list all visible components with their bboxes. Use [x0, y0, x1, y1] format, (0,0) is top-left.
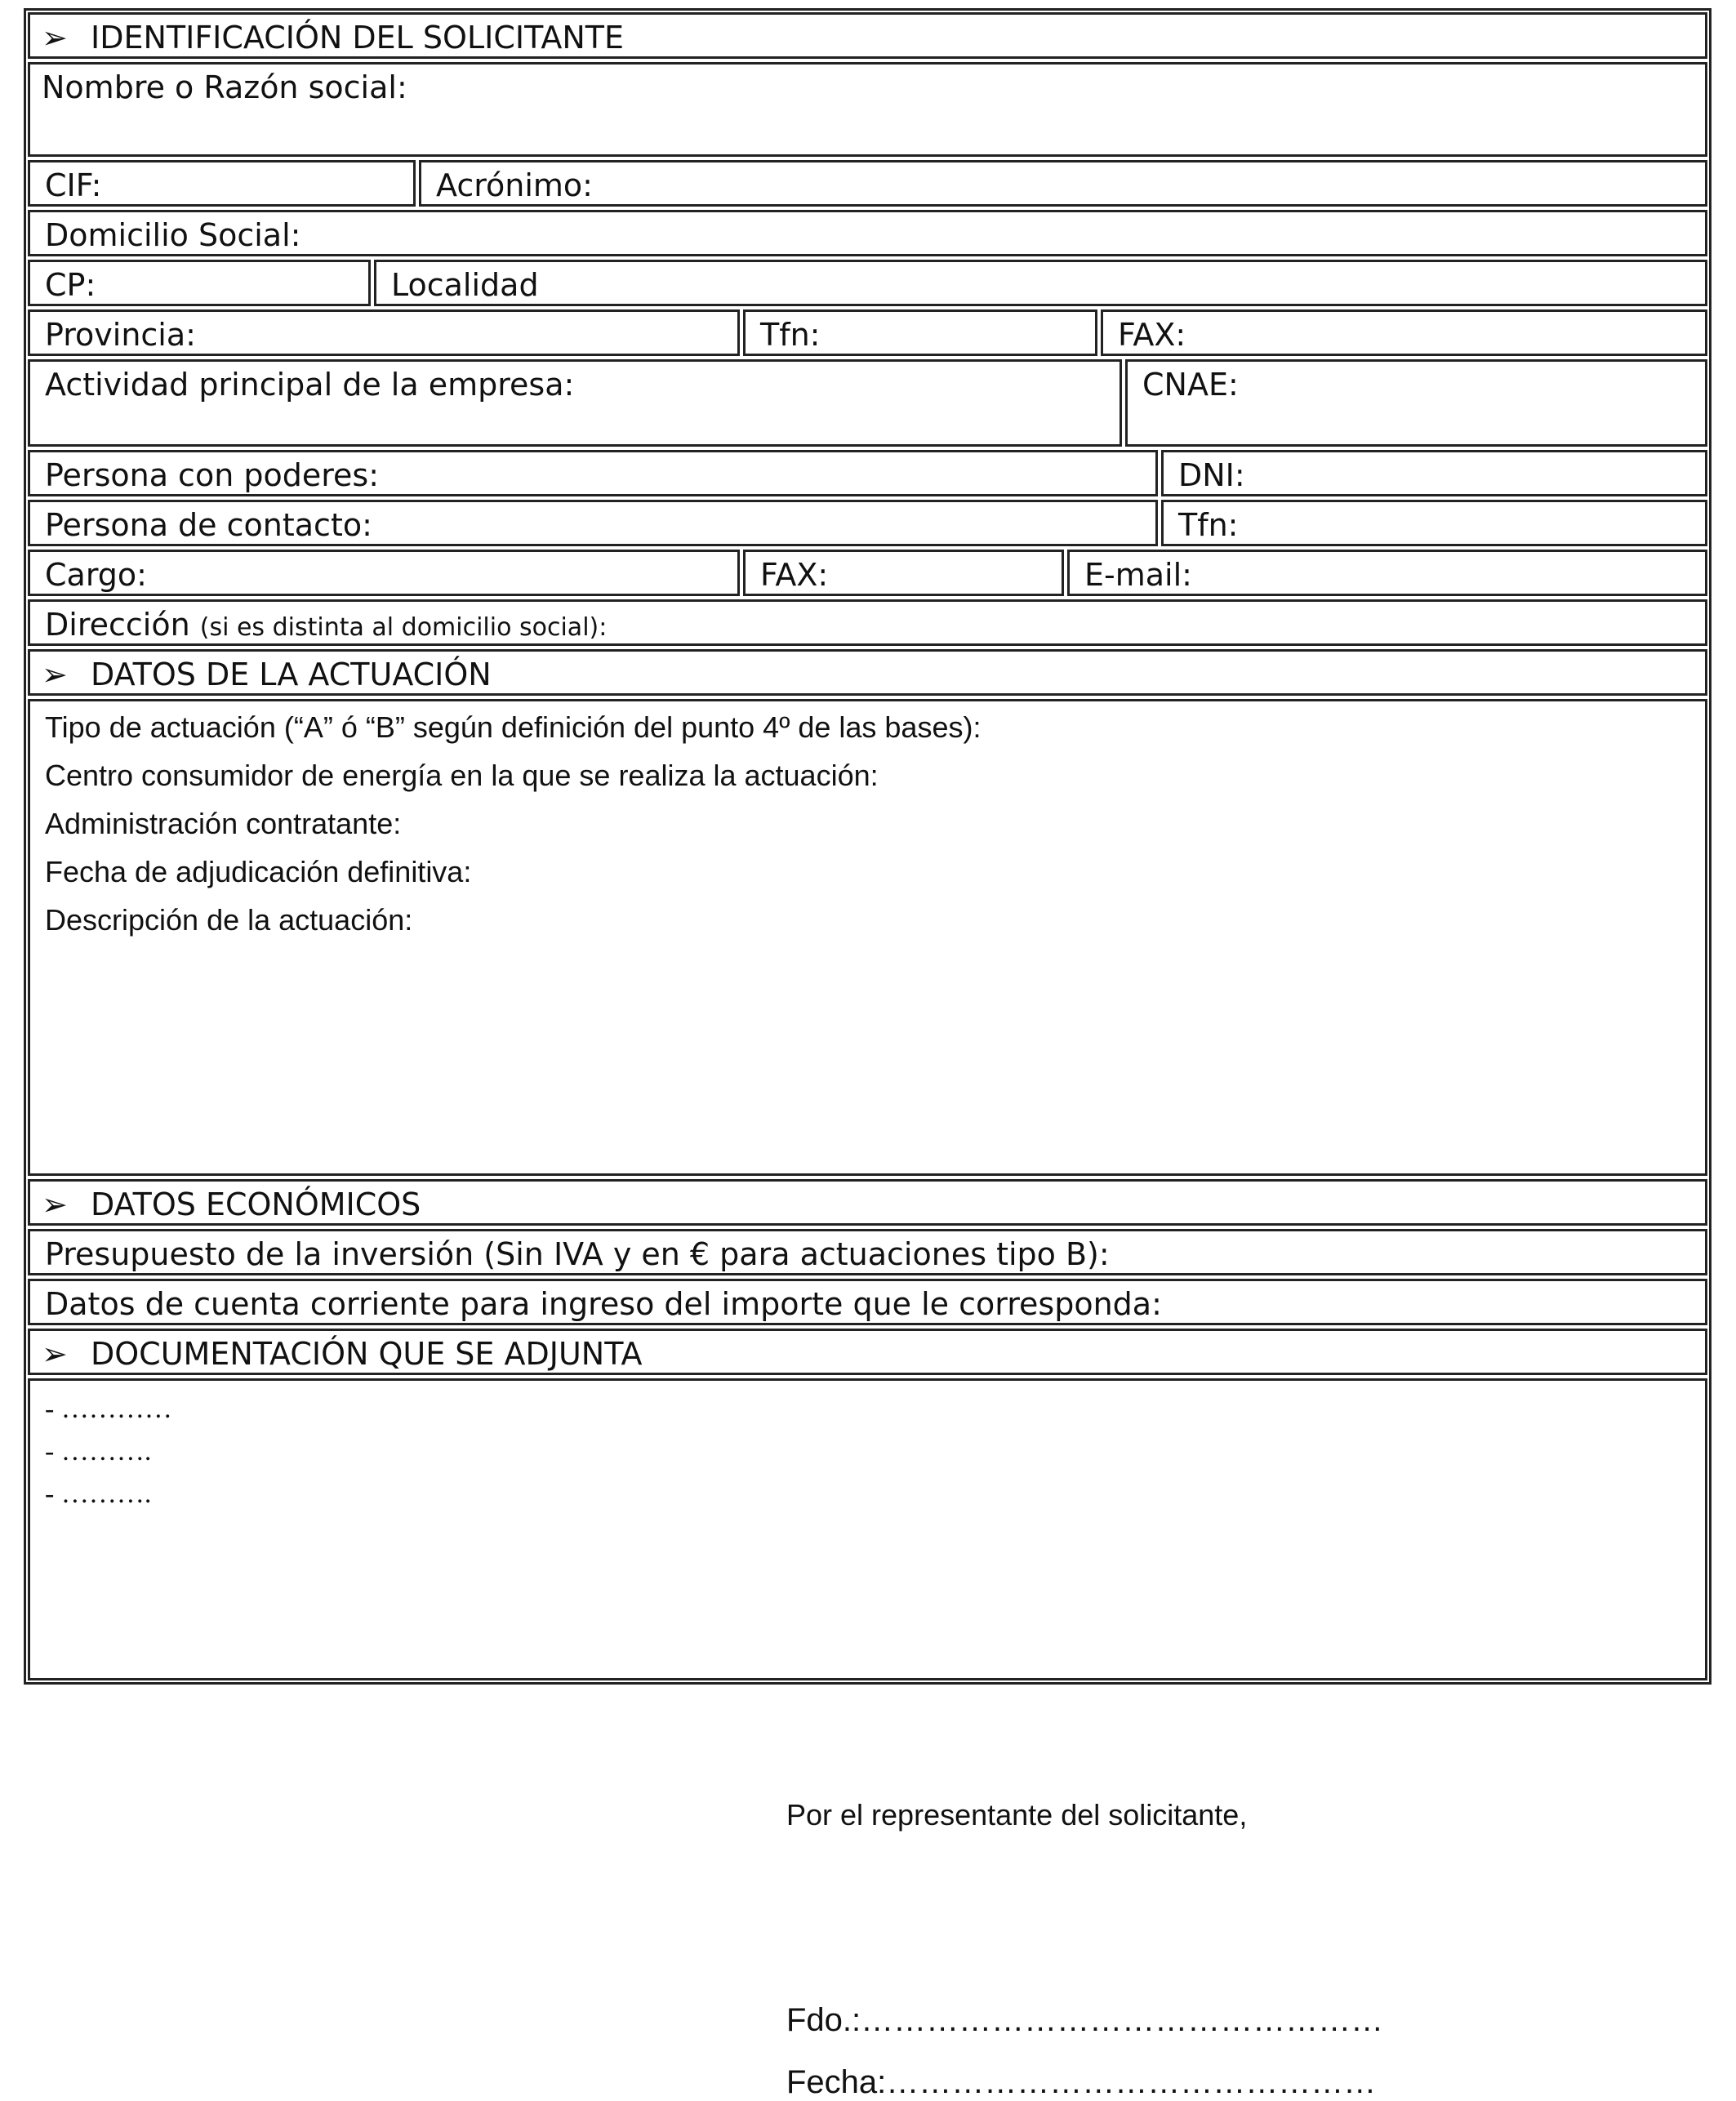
arrow-bullet-icon: ➢	[42, 20, 68, 56]
field-email[interactable]: E-mail:	[1067, 550, 1707, 596]
field-nombre[interactable]: Nombre o Razón social:	[28, 62, 1707, 157]
field-actividad[interactable]: Actividad principal de la empresa:	[28, 359, 1122, 447]
arrow-bullet-icon: ➢	[42, 1336, 68, 1372]
field-fax[interactable]: FAX:	[1101, 309, 1707, 356]
field-persona-contacto[interactable]: Persona de contacto:	[28, 500, 1158, 546]
fecha-line[interactable]: Fecha:………………………………………	[786, 2064, 1377, 2100]
field-presupuesto[interactable]: Presupuesto de la inversión (Sin IVA y en € para actuaciones tipo B):	[28, 1229, 1707, 1275]
field-cif[interactable]: CIF:	[28, 160, 416, 207]
field-provincia[interactable]: Provincia:	[28, 309, 740, 356]
doc-item: - ……….	[45, 1436, 152, 1467]
actuacion-line-fecha: Fecha de adjudicación definitiva:	[45, 855, 472, 888]
field-cp[interactable]: CP:	[28, 260, 371, 306]
actuacion-line-tipo: Tipo de actuación (“A” ó “B” según definición del punto 4º de las bases):	[45, 710, 982, 744]
doc-item: - …………	[45, 1394, 172, 1424]
field-localidad[interactable]: Localidad	[374, 260, 1707, 306]
field-cargo[interactable]: Cargo:	[28, 550, 740, 596]
section-header-identificacion: ➢ IDENTIFICACIÓN DEL SOLICITANTE	[28, 12, 1707, 59]
field-fax-contacto[interactable]: FAX:	[743, 550, 1064, 596]
actuacion-line-administracion: Administración contratante:	[45, 807, 402, 840]
fdo-line[interactable]: Fdo.:…………………………………………	[786, 2002, 1384, 2038]
doc-item: - ……….	[45, 1479, 152, 1509]
actuacion-line-descripcion: Descripción de la actuación:	[45, 903, 413, 937]
field-tfn[interactable]: Tfn:	[743, 309, 1097, 356]
representante-label: Por el representante del solicitante,	[786, 1798, 1248, 1832]
section-header-actuacion: ➢ DATOS DE LA ACTUACIÓN	[28, 649, 1707, 696]
arrow-bullet-icon: ➢	[42, 1186, 68, 1222]
field-cuenta[interactable]: Datos de cuenta corriente para ingreso del importe que le corresponda:	[28, 1279, 1707, 1325]
section-header-economicos: ➢ DATOS ECONÓMICOS	[28, 1179, 1707, 1226]
field-documentacion[interactable]	[28, 1378, 1707, 1680]
field-tfn-contacto[interactable]: Tfn:	[1161, 500, 1707, 546]
actuacion-line-centro: Centro consumidor de energía en la que se realiza la actuación:	[45, 759, 879, 792]
direccion-note: (si es distinta al domicilio social):	[199, 613, 608, 642]
field-direccion[interactable]: Dirección (si es distinta al domicilio social):	[28, 599, 1707, 646]
field-cnae[interactable]: CNAE:	[1125, 359, 1707, 447]
field-actuacion-details[interactable]	[28, 699, 1707, 1176]
field-acronimo[interactable]: Acrónimo:	[419, 160, 1707, 207]
field-dni[interactable]: DNI:	[1161, 450, 1707, 496]
field-persona-poderes[interactable]: Persona con poderes:	[28, 450, 1158, 496]
section-header-documentacion: ➢ DOCUMENTACIÓN QUE SE ADJUNTA	[28, 1329, 1707, 1375]
field-domicilio[interactable]: Domicilio Social:	[28, 210, 1707, 256]
arrow-bullet-icon: ➢	[42, 657, 68, 692]
